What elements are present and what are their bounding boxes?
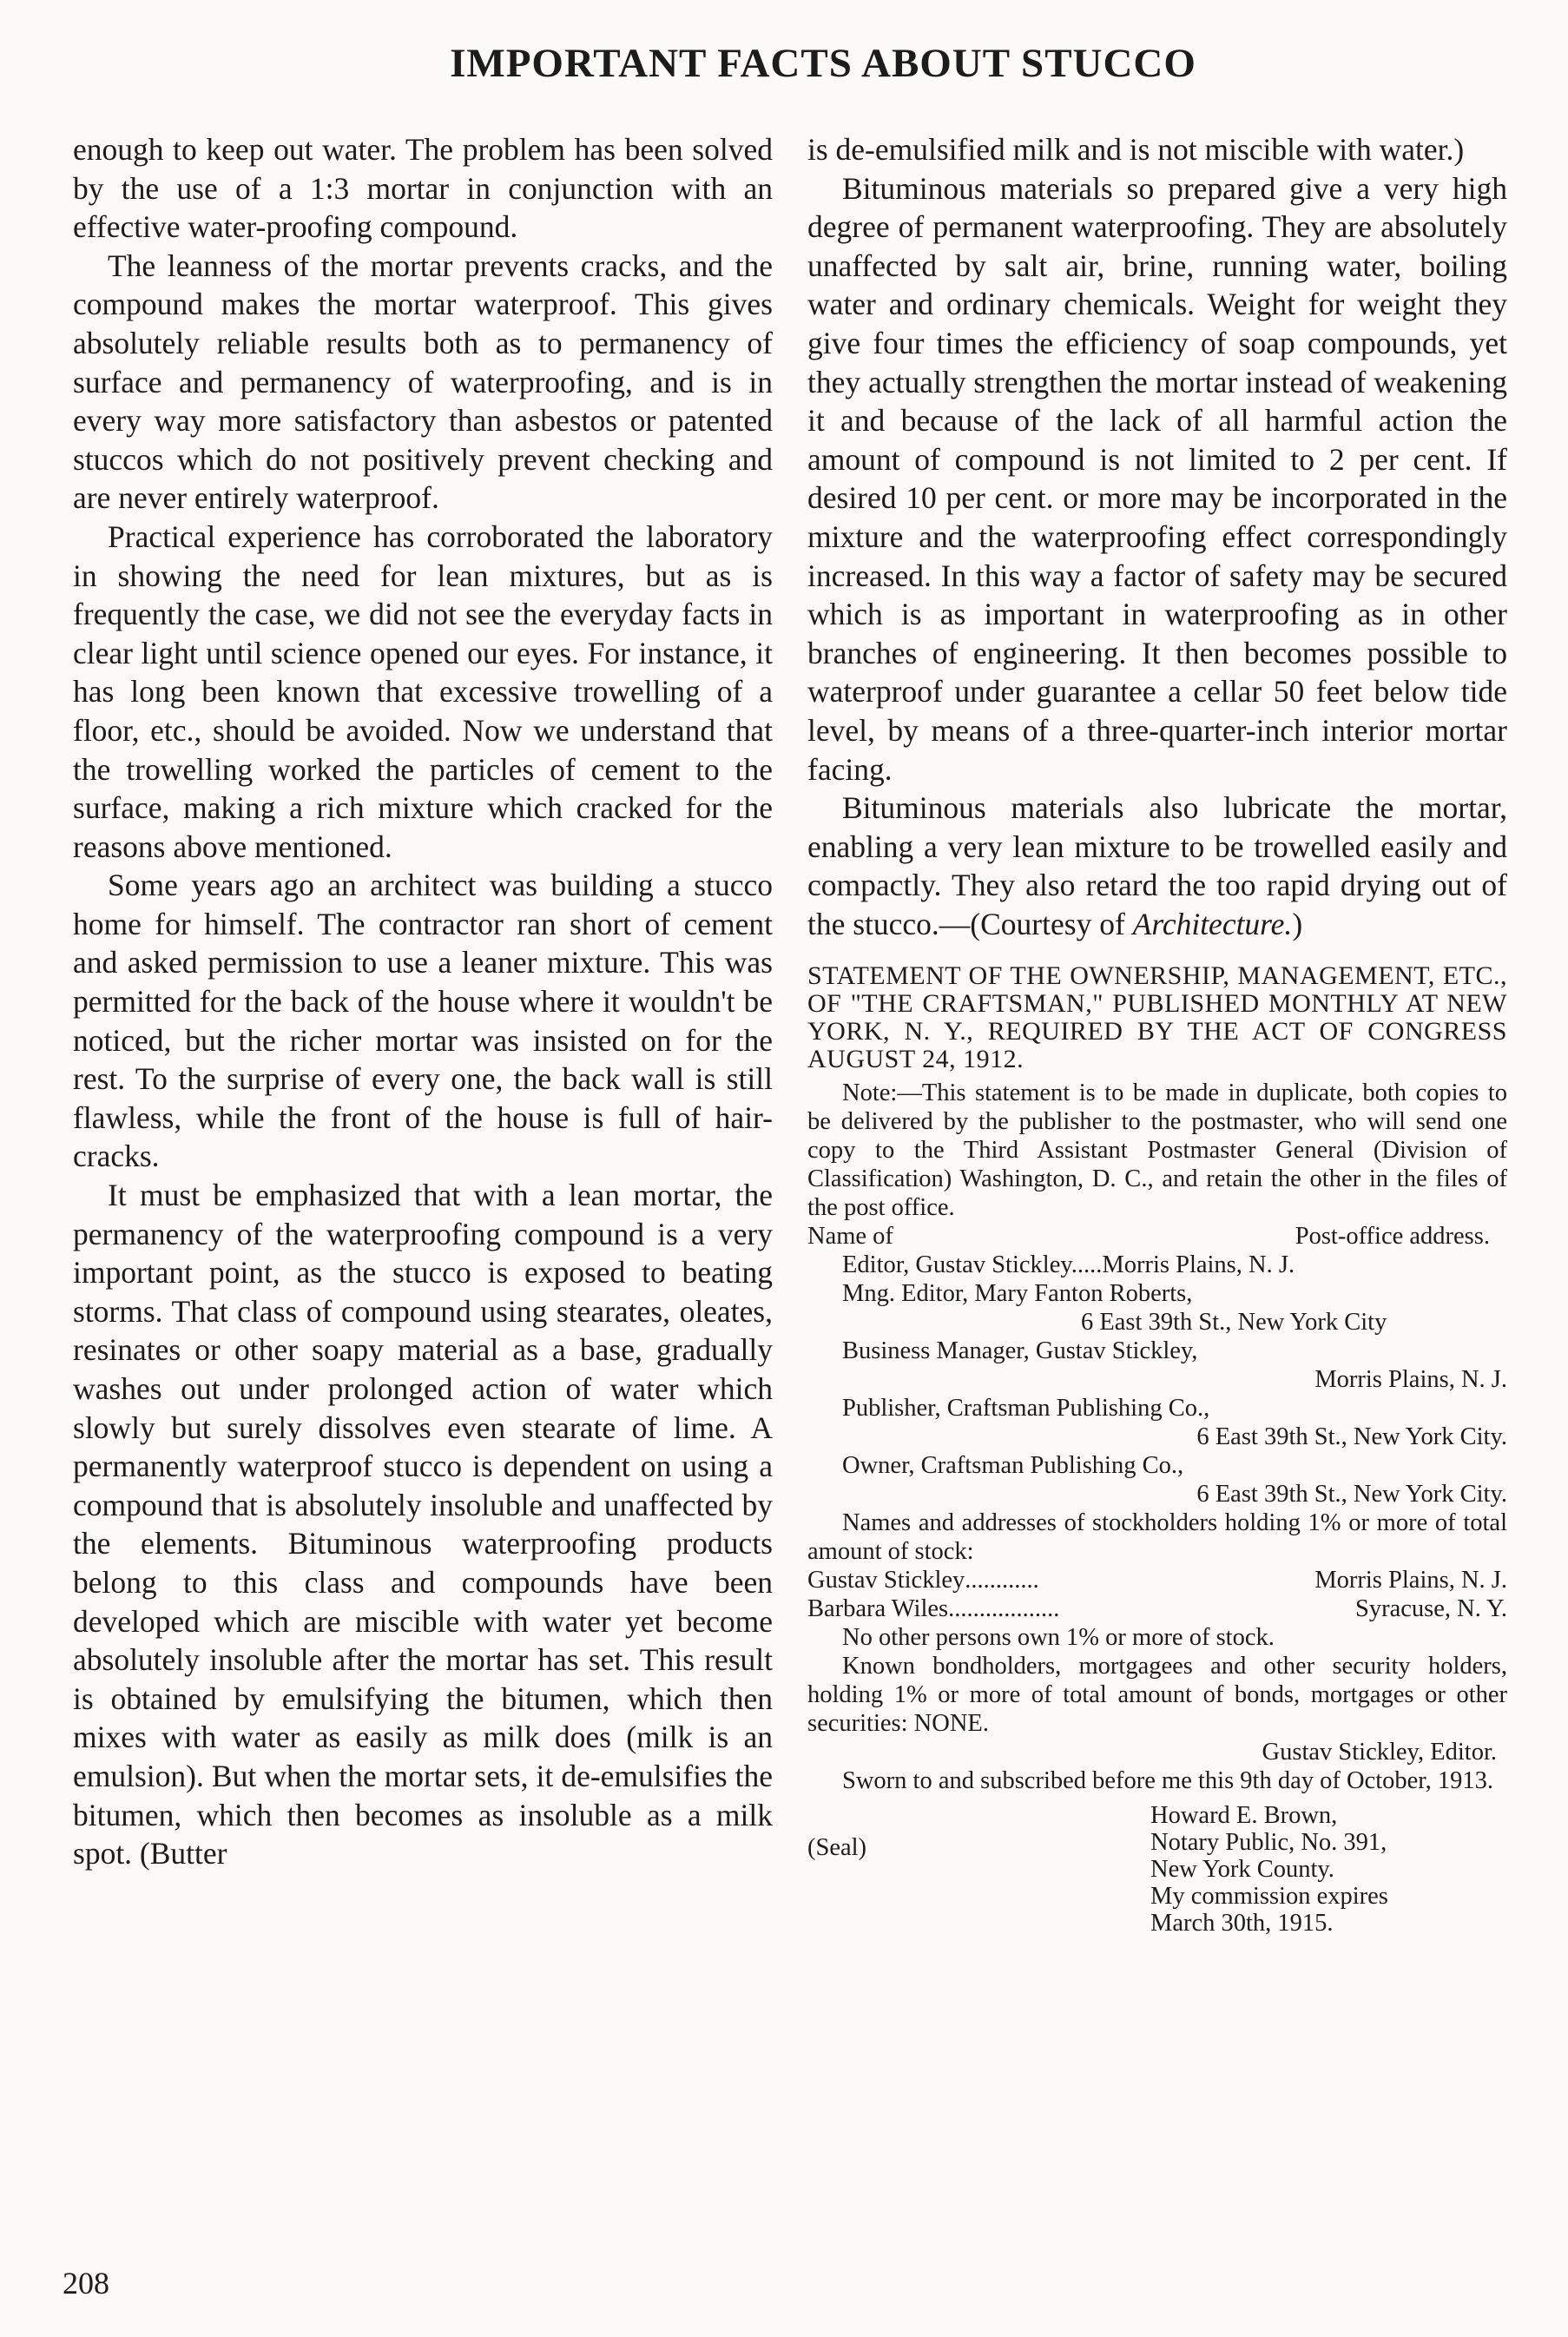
paragraph: Bituminous materials so prepared give a very high degree of permanent waterproofing. They are absolutely unaffected by salt air, brine, running water, boiling water and ordinary chemicals. Weight for weight they give four times the efficiency of soap compounds, yet they actually strengthen the mortar instead of weakening it and because of the lack of all harmful action the amount of compound is not limited to 2 per cent. If desired 10 per cent. or more may be incorporated in the mixture and the waterproofing effect correspondingly increased. In this way a factor of safety may be secured which is as important in waterproofing as in other branches of engineering. It then becomes possible to waterproof under guarantee a cellar 50 feet below tide level, by means of a three-quarter-inch interior mortar facing. bbox=[807, 170, 1507, 787]
paragraph: The leanness of the mortar prevents cracks, and the compound makes the mortar waterproof. This gives absolutely reliable results both as to permanency of surface and permanency of waterproofing, and is in every way more satisfactory than asbestos or patented stuccos which do not positively prevent checking and are never entirely waterproof. bbox=[73, 248, 773, 516]
editor-signature: Gustav Stickley, Editor. bbox=[1262, 1739, 1497, 1766]
publisher-address: 6 East 39th St., New York City. bbox=[1196, 1423, 1507, 1451]
paragraph: It must be emphasized that with a lean mortar, the permanency of the waterproofing compound is a very important point, as the stucco is exposed to beating storms. That class of compound using stearates, oleates, resinates or other soapy material as a base, gradually washes out under prolonged action of water which slowly but surely dissolves even stearate of lime. A permanently waterproof stucco is dependent on using a compound that is absolutely insoluble and unaffected by the elements. Bituminous waterproofing products belong to this class and compounds have been developed which are miscible with water yet become absolutely insoluble after the mortar has set. This result is obtained by emulsifying the bitumen, which then mixes with water as easily as milk does (milk is an emulsion). But when the mortar sets, it de-emulsifies the bitumen, which then becomes as insoluble as a milk spot. (Butter bbox=[73, 1178, 773, 1872]
stockholder-address: Syracuse, N. Y. bbox=[1355, 1595, 1507, 1623]
mng-editor-address: 6 East 39th St., New York City bbox=[1081, 1309, 1387, 1337]
name-heading: Name of bbox=[807, 1223, 893, 1251]
leader-dots: ............ bbox=[965, 1567, 1039, 1594]
notary-line: New York County. bbox=[1150, 1856, 1334, 1884]
column-headings bbox=[807, 1222, 1507, 1251]
notary-line: Notary Public, No. 391, bbox=[1150, 1829, 1387, 1857]
stockholder-name: Barbara Wiles bbox=[807, 1595, 949, 1623]
page-title: IMPORTANT FACTS ABOUT STUCCO bbox=[450, 41, 1196, 86]
stockholder-row bbox=[807, 1594, 1507, 1623]
statement-note: Note:—This statement is to be made in duplicate, both copies to be delivered by the publisher to the postmaster, who will send one copy to the Third Assistant Postmaster General (Division of Classification) Washington, D. C., and retain the other in the files of the post office. bbox=[807, 1079, 1507, 1222]
notary-line: Howard E. Brown, bbox=[1150, 1802, 1338, 1830]
paragraph: is de-emulsified milk and is not miscible with water.) bbox=[807, 132, 1465, 167]
leader-dots: .................. bbox=[948, 1595, 1060, 1623]
stockholder-address: Morris Plains, N. J. bbox=[1314, 1567, 1507, 1594]
paragraph-text: Bituminous materials also lubricate the mortar, enabling a very lean mixture to be trowelled easily and compactly. They also retard the too rapid drying out of the stucco.—(Courtesy of bbox=[807, 790, 1507, 941]
publisher-line: Publisher, Craftsman Publishing Co., bbox=[842, 1395, 1210, 1423]
sworn-line: Sworn to and subscribed before me this 9th day of October, 1913. bbox=[842, 1767, 1493, 1795]
right-column bbox=[807, 130, 1507, 1937]
notary-line: My commission expires bbox=[1150, 1883, 1388, 1911]
ownership-statement bbox=[807, 1079, 1507, 1937]
paragraph: Some years ago an architect was building a stucco home for himself. The contractor ran short of cement and asked permission to use a leaner mixture. This was permitted for the back of the house where it wouldn't be noticed, but the richer mortar was insisted on for the rest. To the surprise of every one, the back wall is still flawless, while the front of the house is full of hair-cracks. bbox=[73, 868, 773, 1174]
paragraph: Practical experience has corroborated the laboratory in showing the need for lean mixtures, but as is frequently the case, we did not see the everyday facts in clear light until science opened our eyes. For instance, it has long been known that excessive trowelling of a floor, etc., should be avoided. Now we understand that the trowelling worked the particles of cement to the surface, making a rich mixture which cracked for the reasons above mentioned. bbox=[73, 518, 773, 864]
notary-block bbox=[807, 1802, 1507, 1937]
italic-source: Architecture. bbox=[1132, 906, 1293, 941]
seal-label: (Seal) bbox=[807, 1834, 867, 1862]
business-manager-line: Business Manager, Gustav Stickley, bbox=[842, 1337, 1198, 1365]
bondholders-line: Known bondholders, mortgagees and other security holders, holding 1% or more of total amount of bonds, mortgages or other securities: NONE. bbox=[807, 1653, 1507, 1738]
no-other-stockholders: No other persons own 1% or more of stock. bbox=[842, 1624, 1275, 1652]
owner-line: Owner, Craftsman Publishing Co., bbox=[842, 1452, 1184, 1480]
stockholders-intro: Names and addresses of stockholders holding 1% or more of total amount of stock: bbox=[807, 1509, 1507, 1566]
paragraph-end: ) bbox=[1292, 906, 1303, 941]
address-heading: Post-office address. bbox=[1295, 1223, 1490, 1251]
stockholder-row bbox=[807, 1566, 1507, 1594]
statement-heading: STATEMENT OF THE OWNERSHIP, MANAGEMENT, ETC., OF "THE CRAFTSMAN," PUBLISHED MONTHLY AT NEW YORK, N. Y., REQUIRED BY THE ACT OF CONGRESS AUGUST 24, 1912. bbox=[807, 961, 1507, 1074]
paragraph: enough to keep out water. The problem has been solved by the use of a 1:3 mortar in conjunction with an effective water-proofing compound. bbox=[73, 132, 773, 245]
page-number: 208 bbox=[63, 2266, 109, 2301]
mng-editor-line: Mng. Editor, Mary Fanton Roberts, bbox=[842, 1280, 1193, 1308]
owner-address: 6 East 39th St., New York City. bbox=[1196, 1481, 1507, 1508]
notary-lines bbox=[1150, 1802, 1388, 1937]
business-manager-address: Morris Plains, N. J. bbox=[1314, 1366, 1507, 1394]
notary-line: March 30th, 1915. bbox=[1150, 1910, 1334, 1938]
paragraph bbox=[807, 789, 1507, 943]
stockholder-name: Gustav Stickley bbox=[807, 1567, 965, 1594]
editor-line: Editor, Gustav Stickley.....Morris Plains, N. J. bbox=[842, 1251, 1295, 1279]
left-column bbox=[73, 130, 773, 1873]
